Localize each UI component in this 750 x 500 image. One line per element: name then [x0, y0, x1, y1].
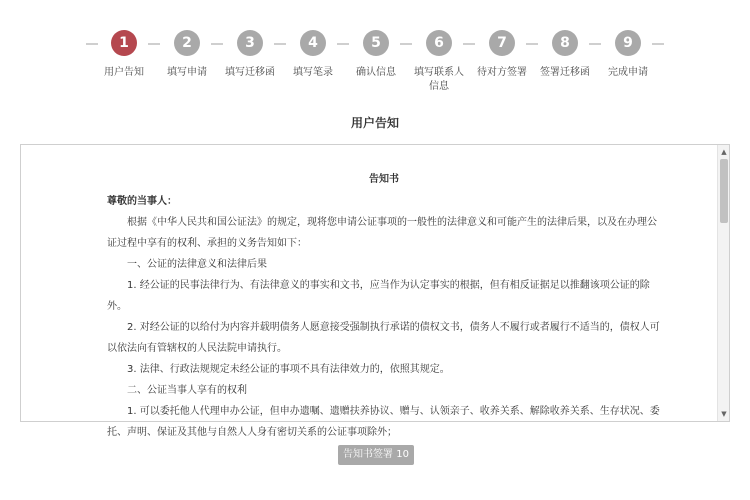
notice-paragraph: 根据《中华人民共和国公证法》的规定，现将您申请公证事项的一般性的法律意义和可能产生的法律后果，以及在办理公证过程中享有的权利、承担的义务告知如下：	[107, 217, 657, 249]
notice-paragraph: 二、公证当事人享有的权利	[127, 385, 247, 396]
scrollbar-thumb[interactable]	[720, 159, 728, 223]
step-number: 3	[237, 30, 263, 56]
step-number: 4	[300, 30, 326, 56]
step-1	[89, 30, 159, 80]
step-label: 填写联系人信息	[414, 67, 464, 92]
scroll-up-arrow-icon[interactable]: ▲	[721, 148, 727, 156]
notice-paragraph: 2. 对经公证的以给付为内容并载明债务人愿意接受强制执行承诺的债权文书，债务人不履行或者履行不适当的，债权人可以依法向有管辖权的人民法院申请执行。	[107, 322, 660, 354]
step-5	[341, 30, 411, 80]
step-9	[593, 30, 663, 80]
step-label: 用户告知	[104, 67, 144, 78]
scrollbar[interactable]	[717, 145, 729, 421]
step-label: 待对方签署	[477, 67, 527, 78]
notice-paragraph: 1. 经公证的民事法律行为、有法律意义的事实和文书，应当作为认定事实的根据，但有相反证据足以推翻该项公证的除外。	[107, 280, 650, 312]
notice-paragraph: 一、公证的法律意义和法律后果	[127, 259, 267, 270]
notice-scroll-panel[interactable]	[20, 144, 730, 438]
step-number: 6	[426, 30, 452, 56]
step-number: 8	[552, 30, 578, 56]
step-number: 1	[111, 30, 137, 56]
step-7	[467, 30, 537, 80]
step-4	[278, 30, 348, 80]
step-number: 5	[363, 30, 389, 56]
notice-paragraph: 3. 法律、行政法规规定未经公证的事项不具有法律效力的，依照其规定。	[127, 364, 450, 375]
step-label: 签署迁移函	[540, 67, 590, 78]
step-number: 9	[615, 30, 641, 56]
step-label: 完成申请	[608, 67, 648, 78]
notice-paragraph: 1. 可以委托他人代理申办公证，但申办遗嘱、遗赠扶养协议、赠与、认领亲子、收养关系、解除收养关系、生存状况、委托、声明、保证及其他与自然人人身有密切关系的公证事项除外；	[107, 406, 660, 438]
notice-salutation: 尊敬的当事人：	[107, 196, 177, 207]
step-3	[215, 30, 285, 80]
page-title: 用户告知	[350, 116, 399, 130]
notice-content	[21, 145, 661, 438]
step-number: 7	[489, 30, 515, 56]
notice-title: 告知书	[369, 174, 399, 185]
sign-notice-button[interactable]: 告知书签署 10	[338, 445, 414, 465]
step-label: 填写申请	[167, 67, 207, 78]
step-6	[413, 30, 465, 94]
step-number: 2	[174, 30, 200, 56]
step-progress	[0, 0, 750, 110]
step-2	[152, 30, 222, 80]
step-label: 填写迁移函	[225, 67, 275, 78]
step-8	[530, 30, 600, 80]
step-label: 填写笔录	[293, 67, 333, 78]
scroll-down-arrow-icon[interactable]: ▼	[721, 410, 727, 418]
step-label: 确认信息	[356, 67, 396, 78]
